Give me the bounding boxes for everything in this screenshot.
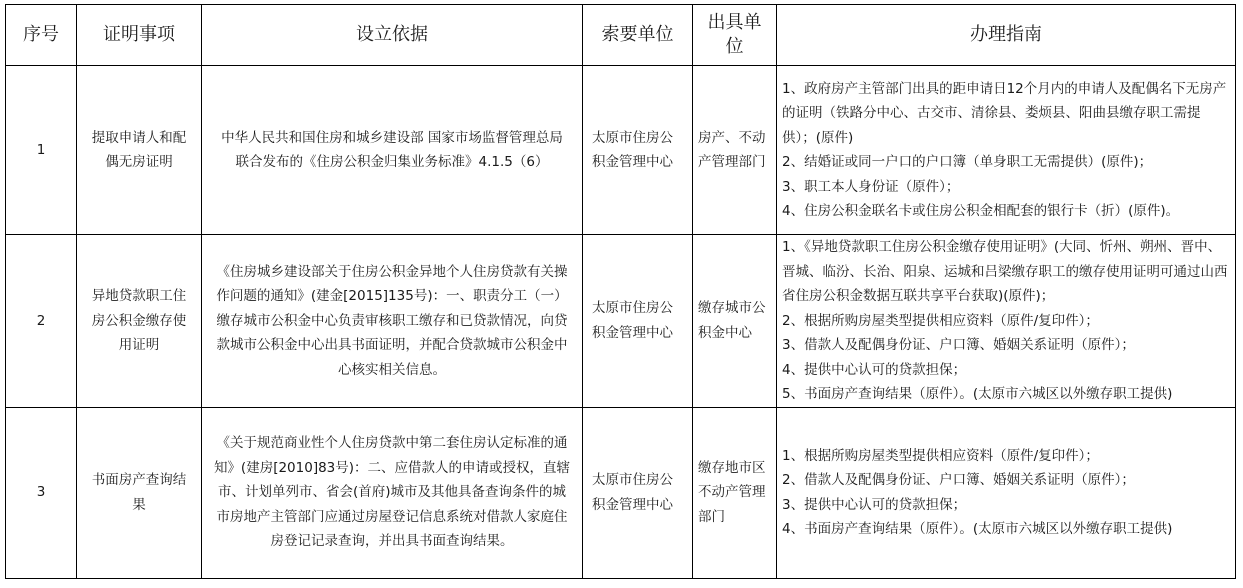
row-requester-text: 太原市住房公积金管理中心 [592, 129, 673, 170]
row-basis-text: 《住房城乡建设部关于住房公积金异地个人住房贷款有关操作问题的通知》(建金[2015]135号)：一、职责分工（一）缴存城市公积金中心负责审核职工缴存和已贷款情况，向贷款城市公积金中心出具书面证明，并配合贷款城市公积金中心核实相关信息。 [216, 263, 568, 378]
table-row [6, 235, 1236, 408]
row-no: 3 [6, 407, 77, 578]
guide-line: 3、借款人及配偶身份证、户口簿、婚姻关系证明（原件）； [782, 337, 1135, 353]
row-basis [202, 235, 583, 408]
row-issuer [693, 407, 777, 578]
row-item [77, 66, 202, 235]
row-issuer-text: 缴存地市区不动产管理部门 [698, 459, 766, 525]
row-item [77, 235, 202, 408]
row-guide [777, 407, 1236, 578]
guide-line: 1、《异地贷款职工住房公积金缴存使用证明》(大同、忻州、朔州、晋中、晋城、临汾、长治、阳泉、运城和吕梁缴存职工的缴存使用证明可通过山西省住房公积金数据互联共享平台获取)(原件)； [782, 239, 1228, 304]
row-item [77, 407, 202, 578]
guide-line: 2、借款人及配偶身份证、户口簿、婚姻关系证明（原件）； [782, 472, 1135, 488]
row-requester [583, 235, 693, 408]
header-basis: 设立依据 [202, 5, 583, 66]
guide-line: 2、结婚证或同一户口的户口簿（单身职工无需提供）(原件)； [782, 154, 1153, 170]
row-no: 1 [6, 66, 77, 235]
row-guide [777, 66, 1236, 235]
header-item: 证明事项 [77, 5, 202, 66]
header-issuer: 出具单 位 [693, 5, 777, 66]
header-no: 序号 [6, 5, 77, 66]
row-guide [777, 235, 1236, 408]
table-header-row [6, 5, 1236, 66]
row-basis [202, 66, 583, 235]
guide-line: 4、住房公积金联名卡或住房公积金相配套的银行卡（折）(原件)。 [782, 203, 1180, 219]
guide-line: 4、提供中心认可的贷款担保； [782, 361, 967, 378]
table-row [6, 407, 1236, 578]
guide-line: 3、职工本人身份证（原件）； [782, 178, 960, 195]
row-no: 2 [6, 235, 77, 408]
guide-line: 5、书面房产查询结果（原件）。(太原市六城区以外缴存职工提供) [782, 386, 1173, 402]
guide-line: 3、提供中心认可的贷款担保； [782, 496, 967, 513]
proof-items-table [5, 4, 1236, 579]
row-issuer-text: 缴存城市公积金中心 [698, 300, 766, 341]
row-basis [202, 407, 583, 578]
guide-line: 4、书面房产查询结果（原件）。(太原市六城区以外缴存职工提供) [782, 521, 1173, 537]
guide-line: 1、根据所购房屋类型提供相应资料（原件/复印件）； [782, 447, 1099, 464]
row-basis-text: 《关于规范商业性个人住房贷款中第二套住房认定标准的通知》(建房[2010]83号)：二、应借款人的申请或授权，直辖市、计划单列市、省会(首府)城市及其他具备查询条件的城市房地产主管部门应通过房屋登记信息系统对借款人家庭住房登记记录查询，并出具书面查询结果。 [213, 435, 571, 550]
guide-line: 2、根据所购房屋类型提供相应资料（原件/复印件）； [782, 312, 1099, 329]
header-guide: 办理指南 [777, 5, 1236, 66]
guide-line: 1、政府房产主管部门出具的距申请日12个月内的申请人及配偶名下无房产的证明（铁路分中心、古交市、清徐县、娄烦县、阳曲县缴存职工需提供）；(原件) [782, 80, 1227, 146]
table-row [6, 66, 1236, 235]
row-issuer-text: 房产、不动产管理部门 [698, 129, 766, 170]
row-issuer [693, 66, 777, 235]
row-issuer [693, 235, 777, 408]
row-requester [583, 66, 693, 235]
row-basis-text: 中华人民共和国住房和城乡建设部 国家市场监督管理总局联合发布的《住房公积金归集业务标准》4.1.5（6） [221, 129, 563, 170]
row-item-text: 异地贷款职工住房公积金缴存使用证明 [91, 288, 187, 353]
row-item-text: 提取申请人和配偶无房证明 [91, 129, 187, 170]
row-requester [583, 407, 693, 578]
row-requester-text: 太原市住房公积金管理中心 [592, 472, 673, 513]
row-requester-text: 太原市住房公积金管理中心 [592, 300, 673, 341]
header-requester: 索要单位 [583, 5, 693, 66]
row-item-text: 书面房产查询结果 [91, 472, 187, 513]
